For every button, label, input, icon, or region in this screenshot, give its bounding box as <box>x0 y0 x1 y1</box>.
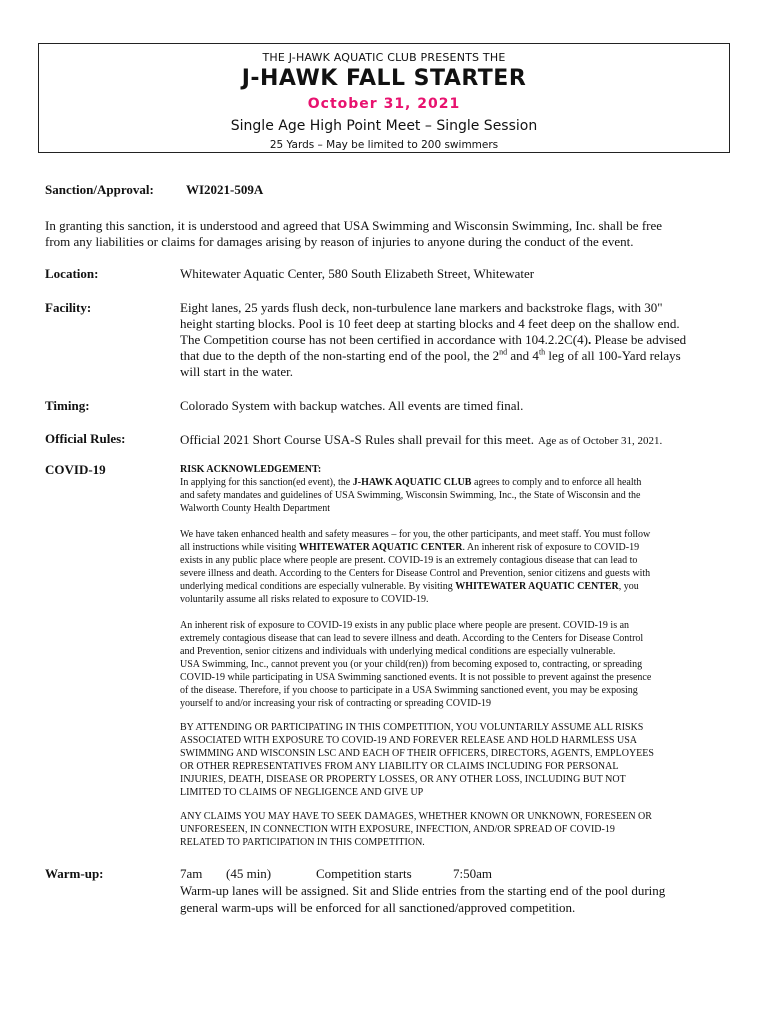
text-fragment: , you <box>618 581 639 592</box>
rules-label: Official Rules: <box>45 431 126 446</box>
facility-line: Eight lanes, 25 yards flush deck, non-turbulence lane markers and backstroke flags, with 30" <box>180 300 663 315</box>
covid-line: yourself to and/or increasing your risk of contracting or spreading COVID-19 <box>180 698 492 709</box>
covid-line: An inherent risk of exposure to COVID-19 exists in any public place where people are present. COVID-19 is an <box>180 620 630 631</box>
venue-name: WHITEWATER AQUATIC CENTER <box>455 581 619 592</box>
covid-line: INJURIES, DEATH, DISEASE OR PROPERTY LOSSES, OR ANY OTHER LOSS, INCLUDING BUT NOT <box>180 774 626 785</box>
covid-line: UNFORESEEN, IN CONNECTION WITH EXPOSURE, INFECTION, AND/OR SPREAD OF COVID-19 <box>180 824 615 835</box>
covid-line: OR OTHER REPRESENTATIVES FROM ANY LIABILITY OR CLAIMS INCLUDING FOR PERSONAL <box>180 761 619 772</box>
text-fragment: agrees to comply and to enforce all health <box>471 477 642 488</box>
sanction-number: WI2021-509A <box>186 182 264 197</box>
text-fragment: In applying for this sanction(ed event), the <box>180 477 353 488</box>
covid-line: LIMITED TO CLAIMS OF NEGLIGENCE AND GIVE UP <box>180 787 424 798</box>
covid-paragraph-3 <box>180 619 740 710</box>
competition-starts-label: Competition starts <box>316 866 412 881</box>
meet-title: J-HAWK FALL STARTER <box>241 66 527 91</box>
facility-fragment: . <box>587 332 592 347</box>
facility-fragment: The Competition course has not been certified in accordance with 104.2.2C(4) <box>180 332 588 347</box>
covid-line: RELATED TO PARTICIPATION IN THIS COMPETITION. <box>180 837 425 848</box>
sanction-text-line: from any liabilities or claims for damages arising by reason of injuries to anyone during the conduct of the event. <box>45 234 634 249</box>
age-note: Age as of October 31, 2021. <box>537 435 663 447</box>
meet-header-box <box>38 43 730 153</box>
covid-line: extremely contagious disease that can lead to severe illness and death. According to the Centers for Disease Control <box>180 633 644 644</box>
covid-line: ASSOCIATED WITH EXPOSURE TO COVID-19 AND FOREVER RELEASE AND HOLD HARMLESS USA <box>180 735 637 746</box>
text-fragment: . An inherent risk of exposure to COVID-19 <box>462 542 640 553</box>
rules-text <box>180 431 662 449</box>
risk-heading: RISK ACKNOWLEDGEMENT: <box>180 464 322 475</box>
covid-line <box>180 541 740 554</box>
venue-name: WHITEWATER AQUATIC CENTER <box>298 542 463 553</box>
covid-section <box>180 463 740 849</box>
covid-line: and Prevention, senior citizens and individuals with underlying medical conditions are especially vulnerable. <box>180 646 616 657</box>
warmup-label: Warm-up: <box>45 866 104 881</box>
timing-label: Timing: <box>45 398 90 413</box>
warmup-duration: (45 min) <box>226 866 272 881</box>
covid-line <box>180 476 740 489</box>
covid-label: COVID-19 <box>45 462 106 477</box>
covid-line: COVID-19 while participating in USA Swimming sanctioned events. It is not possible to prevent against the presence <box>180 672 652 683</box>
timing-value: Colorado System with backup watches. All events are timed final. <box>180 398 524 413</box>
covid-line: and safety mandates and guidelines of USA Swimming, Wisconsin Swimming, Inc., the State of Wisconsin and the <box>180 490 641 501</box>
covid-line: severe illness and death. According to the Centers for Disease Control and Prevention, senior citizens and guests with <box>180 568 651 579</box>
competition-start-time: 7:50am <box>453 866 492 881</box>
facility-line: will start in the water. <box>180 364 294 379</box>
ordinal-suffix: th <box>538 347 546 357</box>
covid-line <box>180 580 740 593</box>
covid-line: exists in any public place where people are present. COVID-19 is an extremely contagious disease that can lead to <box>180 555 638 566</box>
rules-value: Official 2021 Short Course USA-S Rules shall prevail for this meet. <box>180 432 534 447</box>
covid-paragraph-4 <box>180 721 740 799</box>
text-fragment: all instructions while visiting <box>180 542 299 553</box>
facility-line <box>180 332 740 348</box>
facility-label: Facility: <box>45 300 92 315</box>
covid-line: of the disease. Therefore, if you choose to participate in a USA Swimming sanctioned event, you may be exposing <box>180 685 638 696</box>
facility-fragment: that due to the depth of the non-starting end of the pool, the 2 <box>180 348 500 363</box>
facility-text <box>180 300 740 380</box>
location-label: Location: <box>45 266 99 281</box>
course-note: 25 Yards – May be limited to 200 swimmers <box>269 139 499 151</box>
facility-fragment: Please be advised <box>591 332 687 347</box>
ordinal-suffix: nd <box>499 347 508 357</box>
sanction-text-line: In granting this sanction, it is understood and agreed that USA Swimming and Wisconsin Swimming, Inc. shall be free <box>45 218 663 233</box>
covid-line: ANY CLAIMS YOU MAY HAVE TO SEEK DAMAGES, WHETHER KNOWN OR UNKNOWN, FORESEEN OR <box>180 811 652 822</box>
meet-date: October 31, 2021 <box>307 96 461 112</box>
covid-line: USA Swimming, Inc., cannot prevent you (or your child(ren)) from becoming exposed to, contracting, or spreading <box>180 659 643 670</box>
facility-fragment: leg of all 100-Yard relays <box>545 348 681 363</box>
covid-line: We have taken enhanced health and safety measures – for you, the other participants, and meet staff. You must follow <box>180 529 651 540</box>
meet-type: Single Age High Point Meet – Single Session <box>230 118 538 134</box>
covid-paragraph-1 <box>180 476 740 515</box>
presents-line: THE J-HAWK AQUATIC CLUB PRESENTS THE <box>262 51 506 64</box>
warmup-line: Warm-up lanes will be assigned. Sit and Slide entries from the starting end of the pool during <box>180 883 666 898</box>
text-fragment: underlying medical conditions are especially vulnerable. By visiting <box>180 581 456 592</box>
covid-line: BY ATTENDING OR PARTICIPATING IN THIS COMPETITION, YOU VOLUNTARILY ASSUME ALL RISKS <box>180 722 644 733</box>
covid-line: SWIMMING AND WISCONSIN LSC AND EACH OF THEIR OFFICERS, DIRECTORS, AGENTS, EMPLOYEES <box>180 748 654 759</box>
covid-paragraph-2 <box>180 528 740 606</box>
sanction-label: Sanction/Approval: <box>45 182 154 197</box>
covid-paragraph-5 <box>180 810 740 849</box>
warmup-time: 7am <box>180 866 203 881</box>
location-value: Whitewater Aquatic Center, 580 South Elizabeth Street, Whitewater <box>180 266 535 281</box>
warmup-line: general warm-ups will be enforced for all sanctioned/approved competition. <box>180 900 576 915</box>
covid-line: Walworth County Health Department <box>180 503 330 514</box>
club-name: J-HAWK AQUATIC CLUB <box>352 477 472 488</box>
covid-line: voluntarily assume all risks related to exposure to COVID-19. <box>180 594 429 605</box>
facility-line: height starting blocks. Pool is 10 feet deep at starting blocks and 4 feet deep on the shallow end. <box>180 316 680 331</box>
facility-line <box>180 348 740 364</box>
facility-fragment: and 4 <box>507 348 539 363</box>
